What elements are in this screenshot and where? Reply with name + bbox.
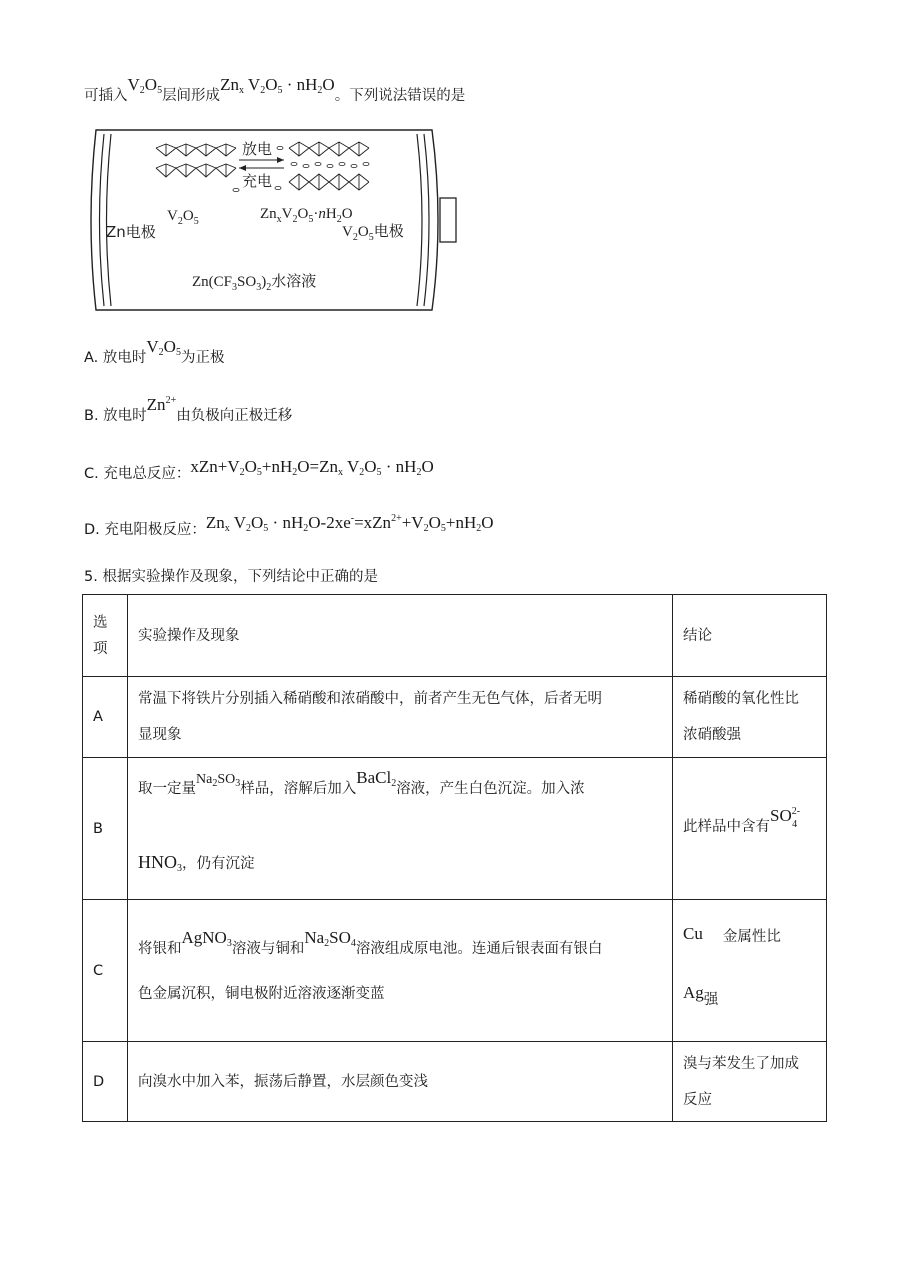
- table-header-row: [83, 595, 827, 677]
- formula-agno3: AgNO$_3$: [181, 927, 232, 949]
- formula-bacl2: BaCl$_2$: [356, 768, 397, 789]
- row-d-operation: 向溴水中加入苯，振荡后静置，水层颜色变浅: [128, 1042, 673, 1122]
- battery-diagram: [84, 128, 464, 314]
- option-c-label: C. 充电总反应：: [84, 466, 191, 482]
- row-a-operation: 常温下将铁片分别插入稀硝酸和浓硝酸中，前者产生无色气体，后者无明 显现象: [128, 677, 673, 758]
- battery-terminal: [440, 198, 456, 242]
- row-b-key: B: [83, 758, 128, 900]
- option-d: [84, 513, 494, 540]
- row-b-conclusion: 此样品中含有$SO^{2-}_4$: [673, 758, 827, 900]
- table-row: [83, 900, 827, 1042]
- intro-middle: 层间形成: [162, 88, 221, 104]
- row-c-operation: 将银和AgNO$_3$溶液与铜和$Na_2SO_4$溶液组成原电池。连通后银表面有银白 色金属沉积，铜电极附近溶液逐渐变蓝: [128, 900, 673, 1042]
- option-b-label: B. 放电时: [84, 408, 147, 424]
- formula-sulfate-ion: $SO^{2-}_4$: [770, 806, 801, 830]
- formula-na2so4: $Na_2SO_4$: [304, 927, 356, 949]
- intro-prefix: 可插入: [84, 88, 128, 104]
- intro-line: [84, 75, 466, 106]
- intro-suffix: 。下列说法错误的是: [334, 88, 466, 104]
- v2o5-electrode-label: $V_2O_5$电极: [342, 222, 404, 243]
- row-d-key: D: [83, 1042, 128, 1122]
- formula-v2o5: $V_2O_5$: [127, 75, 163, 96]
- table-row: [83, 1042, 827, 1122]
- row-c-conclusion: Cu 金属性比 Ag强: [673, 900, 827, 1042]
- option-b: [84, 395, 293, 425]
- charge-label: 充电: [242, 172, 273, 190]
- formula-ag: Ag: [683, 982, 704, 1002]
- option-c: [84, 457, 434, 484]
- option-a-label: A. 放电时: [84, 350, 147, 366]
- row-a-conclusion: 稀硝酸的氧化性比 浓硝酸强: [673, 677, 827, 758]
- formula-charge-total-reaction: $xZn+V_2O_5+nH_2O=Zn_x$ $V_2O_5 \cdot nH_2O$: [190, 457, 434, 478]
- electrolyte-label: $Zn(CF_3SO_3)_2$水溶液: [192, 272, 317, 293]
- zn-electrode-label: Zn电极: [106, 223, 156, 241]
- option-a-tail: 为正极: [180, 350, 225, 366]
- formula-na2so3: $Na_2SO_3$: [196, 772, 241, 789]
- row-d-conclusion: 溴与苯发生了加成 反应: [673, 1042, 827, 1122]
- formula-anode-reaction: $Zn_x$ $V_2O_5 \cdot nH_2O-2xe^-=xZn^{2+}+V_2O_5+nH_2O$: [205, 513, 494, 534]
- right-material-label: $Zn_xV_2O_5\cdot nH_2O$: [260, 206, 353, 225]
- formula-znxv2o5-nh2o: $Zn_x$ $V_2O_5 \cdot nH_2O$: [220, 75, 335, 96]
- discharge-label: 放电: [242, 140, 273, 158]
- option-a: [84, 337, 225, 368]
- formula-cu: Cu: [683, 923, 703, 943]
- experiment-table: [82, 594, 827, 1122]
- question5-stem: 5. 根据实验操作及现象，下列结论中正确的是: [84, 569, 378, 585]
- header-operation: 实验操作及现象: [128, 595, 673, 677]
- option-b-tail: 由负极向正极迁移: [176, 408, 293, 424]
- right-electrode-plate: [424, 134, 429, 306]
- left-electrode-plate: [100, 134, 105, 306]
- header-option: 选 项: [83, 595, 128, 677]
- table-row: [83, 677, 827, 758]
- row-a-key: A: [83, 677, 128, 758]
- formula-v2o5: $V_2O_5$: [146, 337, 181, 358]
- table-row: [83, 758, 827, 900]
- option-d-label: D. 充电阳极反应：: [84, 522, 206, 538]
- left-material-label: $V_2O_5$: [167, 208, 199, 227]
- formula-hno3: $HNO_3$: [138, 852, 182, 874]
- header-conclusion: 结论: [673, 595, 827, 677]
- v2o5-layer-structure: [156, 144, 236, 177]
- row-b-operation: 取一定量$Na_2SO_3$样品，溶解后加入BaCl$_2$溶液，产生白色沉淀。加入浓 $HNO_3$，仍有沉淀: [128, 758, 673, 900]
- formula-zn-ion: $Zn^{2+}$: [146, 395, 177, 414]
- row-c-key: C: [83, 900, 128, 1042]
